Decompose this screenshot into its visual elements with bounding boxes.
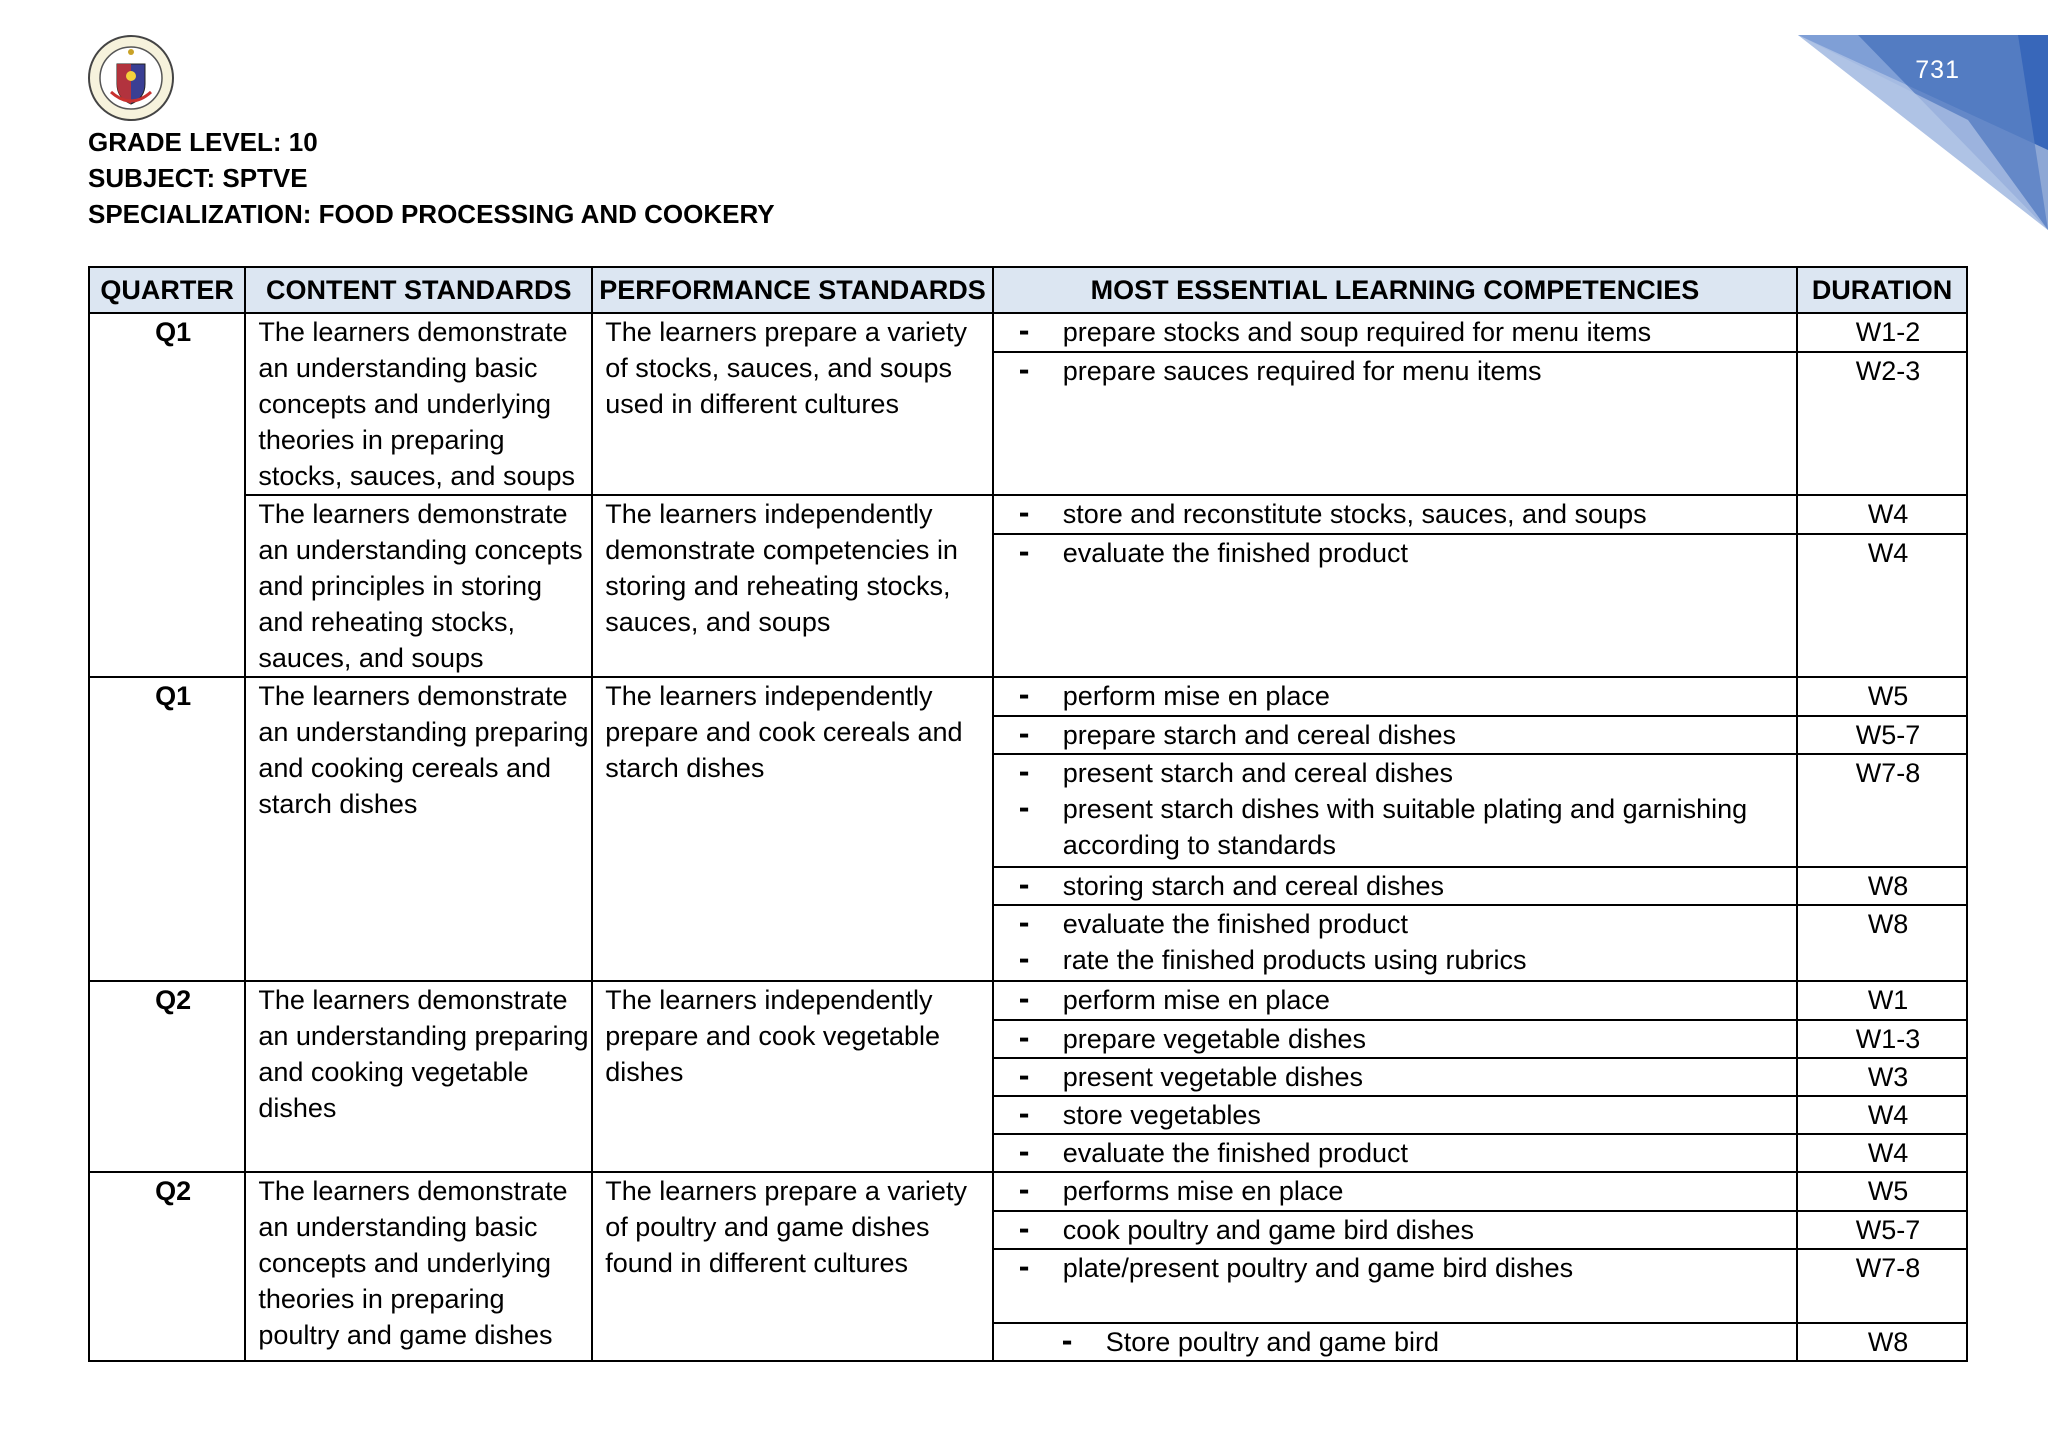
table-header-row xyxy=(89,267,1967,313)
competency-item: - evaluate the finished product xyxy=(1006,906,1796,942)
duration-cell: W1-3 xyxy=(1797,1020,1967,1058)
content-standard-cell: The learners demonstrate an understanding concepts and principles in storing and reheating stocks, sauces, and soups xyxy=(245,495,592,677)
quarter-cell: Q2 xyxy=(89,1172,245,1361)
performance-standard-cell: The learners independently demonstrate competencies in storing and reheating stocks, sauces, and soups xyxy=(592,495,993,677)
competency-cell xyxy=(993,981,1797,1020)
duration-cell: W8 xyxy=(1797,1323,1967,1361)
content-standard-cell: The learners demonstrate an understanding preparing and cooking cereals and starch dishes xyxy=(245,677,592,981)
performance-standard-cell: The learners prepare a variety of poultry and game dishes found in different cultures xyxy=(592,1172,993,1361)
competency-item: - prepare sauces required for menu items xyxy=(1006,353,1796,389)
duration-cell: W4 xyxy=(1797,1134,1967,1172)
competency-cell xyxy=(993,352,1797,495)
header-competencies: MOST ESSENTIAL LEARNING COMPETENCIES xyxy=(993,267,1797,313)
competency-item: - storing starch and cereal dishes xyxy=(1006,868,1796,904)
performance-standard-cell: The learners independently prepare and cook vegetable dishes xyxy=(592,981,993,1172)
competency-item: - present starch and cereal dishes xyxy=(1006,755,1796,791)
competency-cell xyxy=(993,867,1797,905)
competency-cell xyxy=(993,1249,1797,1323)
duration-cell: W4 xyxy=(1797,495,1967,534)
corner-decoration xyxy=(1718,0,2048,240)
duration-cell: W5 xyxy=(1797,1172,1967,1211)
competency-item: - present vegetable dishes xyxy=(1006,1059,1796,1095)
competency-cell xyxy=(993,1172,1797,1211)
table-row xyxy=(89,495,1967,534)
competency-item: - rate the finished products using rubrics xyxy=(1006,942,1796,978)
duration-cell: W7-8 xyxy=(1797,754,1967,867)
competency-cell xyxy=(993,905,1797,981)
competency-item: - store and reconstitute stocks, sauces, and soups xyxy=(1006,496,1796,532)
duration-cell: W8 xyxy=(1797,867,1967,905)
competency-cell xyxy=(993,495,1797,534)
competency-item: - present starch dishes with suitable plating and garnishing according to standards xyxy=(1006,791,1796,863)
header-quarter: QUARTER xyxy=(89,267,245,313)
header-duration: DURATION xyxy=(1797,267,1967,313)
competency-item: - perform mise en place xyxy=(1006,982,1796,1018)
competency-cell xyxy=(993,1020,1797,1058)
quarter-cell: Q1 xyxy=(89,677,245,981)
duration-cell: W5 xyxy=(1797,677,1967,716)
duration-cell: W3 xyxy=(1797,1058,1967,1096)
performance-standard-cell: The learners independently prepare and cook cereals and starch dishes xyxy=(592,677,993,981)
specialization: SPECIALIZATION: FOOD PROCESSING AND COOKERY xyxy=(88,199,775,229)
quarter-cell: Q1 xyxy=(89,313,245,677)
duration-cell: W8 xyxy=(1797,905,1967,981)
competency-cell xyxy=(993,1211,1797,1249)
competency-item: - prepare vegetable dishes xyxy=(1006,1021,1796,1057)
competency-item: - cook poultry and game bird dishes xyxy=(1006,1212,1796,1248)
competency-cell xyxy=(993,716,1797,754)
competency-cell xyxy=(993,534,1797,677)
competency-item: - evaluate the finished product xyxy=(1006,1135,1796,1171)
duration-cell: W2-3 xyxy=(1797,352,1967,495)
content-standard-cell: The learners demonstrate an understanding basic concepts and underlying theories in preparing poultry and game dishes xyxy=(245,1172,592,1361)
competency-cell xyxy=(993,1134,1797,1172)
duration-cell: W1 xyxy=(1797,981,1967,1020)
competency-item: - performs mise en place xyxy=(1006,1173,1796,1209)
competency-cell xyxy=(993,677,1797,716)
duration-cell: W5-7 xyxy=(1797,1211,1967,1249)
quarter-cell: Q2 xyxy=(89,981,245,1172)
competency-item: - plate/present poultry and game bird dishes xyxy=(1006,1250,1796,1286)
duration-cell: W4 xyxy=(1797,1096,1967,1134)
competency-item: - store vegetables xyxy=(1006,1097,1796,1133)
competency-item: - perform mise en place xyxy=(1006,678,1796,714)
competency-item: - prepare stocks and soup required for menu items xyxy=(1006,314,1796,350)
competency-item: - prepare starch and cereal dishes xyxy=(1006,717,1796,753)
table-row xyxy=(89,1172,1967,1211)
performance-standard-cell: The learners prepare a variety of stocks, sauces, and soups used in different cultures xyxy=(592,313,993,495)
content-standard-cell: The learners demonstrate an understanding basic concepts and underlying theories in preparing stocks, sauces, and soups xyxy=(245,313,592,495)
grade-level: GRADE LEVEL: 10 xyxy=(88,127,318,157)
subject: SUBJECT: SPTVE xyxy=(88,163,308,193)
duration-cell: W5-7 xyxy=(1797,716,1967,754)
competency-cell xyxy=(993,1058,1797,1096)
table-row xyxy=(89,313,1967,352)
duration-cell: W4 xyxy=(1797,534,1967,677)
melc-table xyxy=(88,266,1968,1362)
content-standard-cell: The learners demonstrate an understanding preparing and cooking vegetable dishes xyxy=(245,981,592,1172)
competency-item: - Store poultry and game bird xyxy=(1006,1324,1796,1360)
duration-cell: W7-8 xyxy=(1797,1249,1967,1323)
table-row xyxy=(89,981,1967,1020)
deped-seal-logo xyxy=(87,34,175,122)
competency-cell xyxy=(993,754,1797,867)
competency-cell xyxy=(993,1323,1797,1361)
competency-cell xyxy=(993,313,1797,352)
competency-cell xyxy=(993,1096,1797,1134)
competency-item: - evaluate the finished product xyxy=(1006,535,1796,571)
page-number: 731 xyxy=(1915,56,1960,84)
document-meta xyxy=(88,124,775,232)
header-performance-standards: PERFORMANCE STANDARDS xyxy=(592,267,993,313)
table-row xyxy=(89,677,1967,716)
duration-cell: W1-2 xyxy=(1797,313,1967,352)
header-content-standards: CONTENT STANDARDS xyxy=(245,267,592,313)
